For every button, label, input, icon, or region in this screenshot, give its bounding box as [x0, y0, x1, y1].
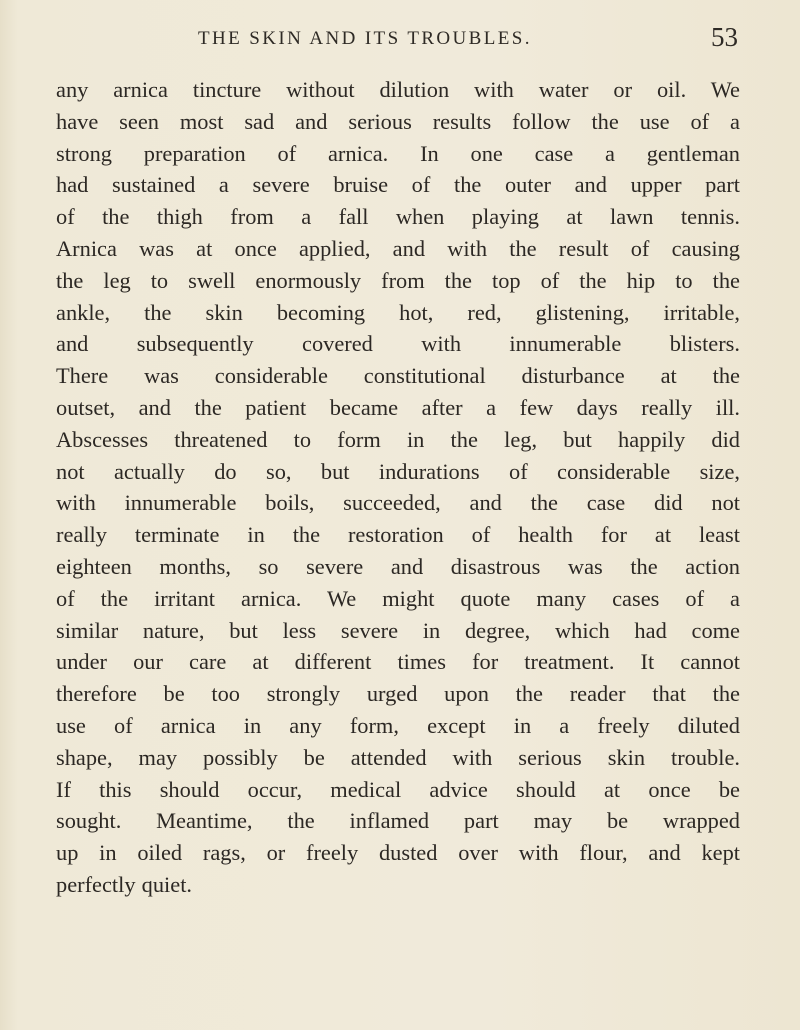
text-line: There was considerable constitutional disturbance at the	[56, 363, 740, 389]
text-line: up in oiled rags, or freely dusted over with flour, and kept	[56, 840, 740, 866]
text-line: of the thigh from a fall when playing at lawn tennis.	[56, 204, 740, 230]
text-line: really terminate in the restoration of health for at least	[56, 522, 740, 548]
text-line: use of arnica in any form, except in a freely diluted	[56, 712, 740, 738]
text-line: and subsequently covered with innumerable blisters.	[56, 331, 740, 357]
text-line: under our care at different times for treatment. It cannot	[56, 649, 740, 675]
text-line: therefore be too strongly urged upon the reader that the	[56, 681, 740, 707]
text-line: not actually do so, but indurations of considerable size,	[56, 458, 740, 484]
running-head: THE SKIN AND ITS TROUBLES.	[198, 28, 532, 49]
text-line: with innumerable boils, succeeded, and the case did not	[56, 490, 740, 516]
text-line: had sustained a severe bruise of the outer and upper part	[56, 172, 740, 198]
text-line: perfectly quiet.	[56, 871, 193, 897]
text-line: If this should occur, medical advice should at once be	[56, 776, 740, 802]
text-line: Arnica was at once applied, and with the result of causing	[56, 235, 740, 261]
text-line: similar nature, but less severe in degree, which had come	[56, 617, 740, 643]
text-line: any arnica tincture without dilution with water or oil. We	[56, 77, 740, 102]
text-line: eighteen months, so severe and disastrous was the action	[56, 553, 740, 579]
text-line: shape, may possibly be attended with serious skin trouble.	[56, 744, 740, 770]
text-line: strong preparation of arnica. In one case a gentleman	[56, 140, 740, 166]
body-paragraph	[56, 74, 740, 901]
text-line: outset, and the patient became after a few days really ill.	[56, 394, 740, 420]
text-line: have seen most sad and serious results follow the use of a	[56, 108, 740, 134]
text-line: ankle, the skin becoming hot, red, glistening, irritable,	[56, 299, 740, 325]
text-line: sought. Meantime, the inflamed part may be wrapped	[56, 808, 740, 834]
text-line: the leg to swell enormously from the top of the hip to the	[56, 267, 740, 293]
page-number: 53	[711, 22, 738, 52]
text-line: of the irritant arnica. We might quote many cases of a	[56, 585, 740, 611]
text-line: Abscesses threatened to form in the leg, but happily did	[56, 426, 740, 452]
page-header	[198, 22, 738, 62]
